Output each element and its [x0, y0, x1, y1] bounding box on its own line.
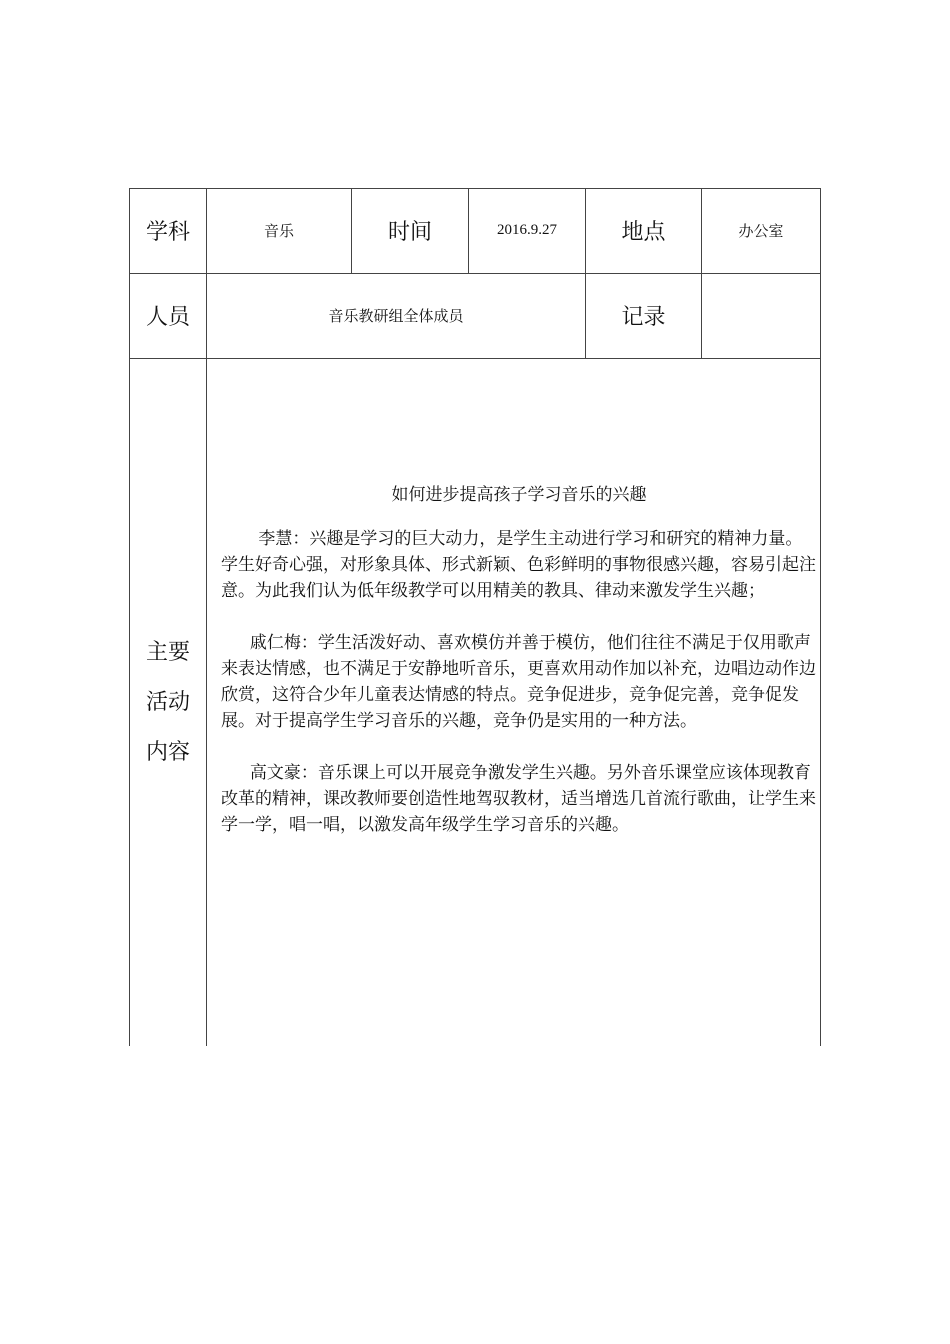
table-border-right	[820, 188, 821, 1046]
paragraph-li-hui: 李慧：兴趣是学习的巨大动力，是学生主动进行学习和研究的精神力量。学生好奇心强，对形象具体、形式新颖、色彩鲜明的事物很感兴趣，容易引起注意。为此我们认为低年级教学可以用精美的教具、律动来激发学生兴趣；	[221, 529, 816, 601]
activity-title: 如何进步提高孩子学习音乐的兴趣	[391, 485, 647, 505]
record-value	[702, 273, 820, 358]
time-label: 时间	[387, 220, 432, 245]
people-label: 人员	[145, 305, 190, 330]
place-value: 办公室	[738, 222, 784, 240]
activity-label	[129, 628, 207, 778]
record-table	[129, 188, 821, 1046]
subject-label: 学科	[145, 220, 190, 245]
paragraph-gao-wenhao: 高文豪：音乐课上可以开展竞争激发学生兴趣。另外音乐课堂应该体现教育改革的精神，课改教师要创造性地驾驭教材，适当增选几首流行歌曲，让学生来学一学，唱一唱，以激发高年级学生学习音乐的兴趣。	[221, 763, 816, 835]
subject-value: 音乐	[263, 222, 294, 240]
activity-label-line-1: 主要	[145, 640, 190, 665]
activity-content	[221, 482, 817, 864]
table-row-divider-2	[129, 358, 821, 359]
people-value: 音乐教研组全体成员	[328, 307, 464, 325]
time-value: 2016.9.27	[497, 222, 557, 238]
place-label: 地点	[621, 220, 666, 245]
activity-label-line-2: 活动	[145, 690, 190, 715]
paragraph-qi-renmei: 戚仁梅：学生活泼好动、喜欢模仿并善于模仿，他们往往不满足于仅用歌声来表达情感，也不满足于安静地听音乐，更喜欢用动作加以补充，边唱边动作边欣赏，这符合少年儿童表达情感的特点。竞争促进步，竞争促完善，竞争促发展。对于提高学生学习音乐的兴趣，竞争仍是实用的一种方法。	[221, 633, 816, 731]
record-label: 记录	[621, 305, 666, 330]
activity-label-line-3: 内容	[145, 740, 190, 765]
